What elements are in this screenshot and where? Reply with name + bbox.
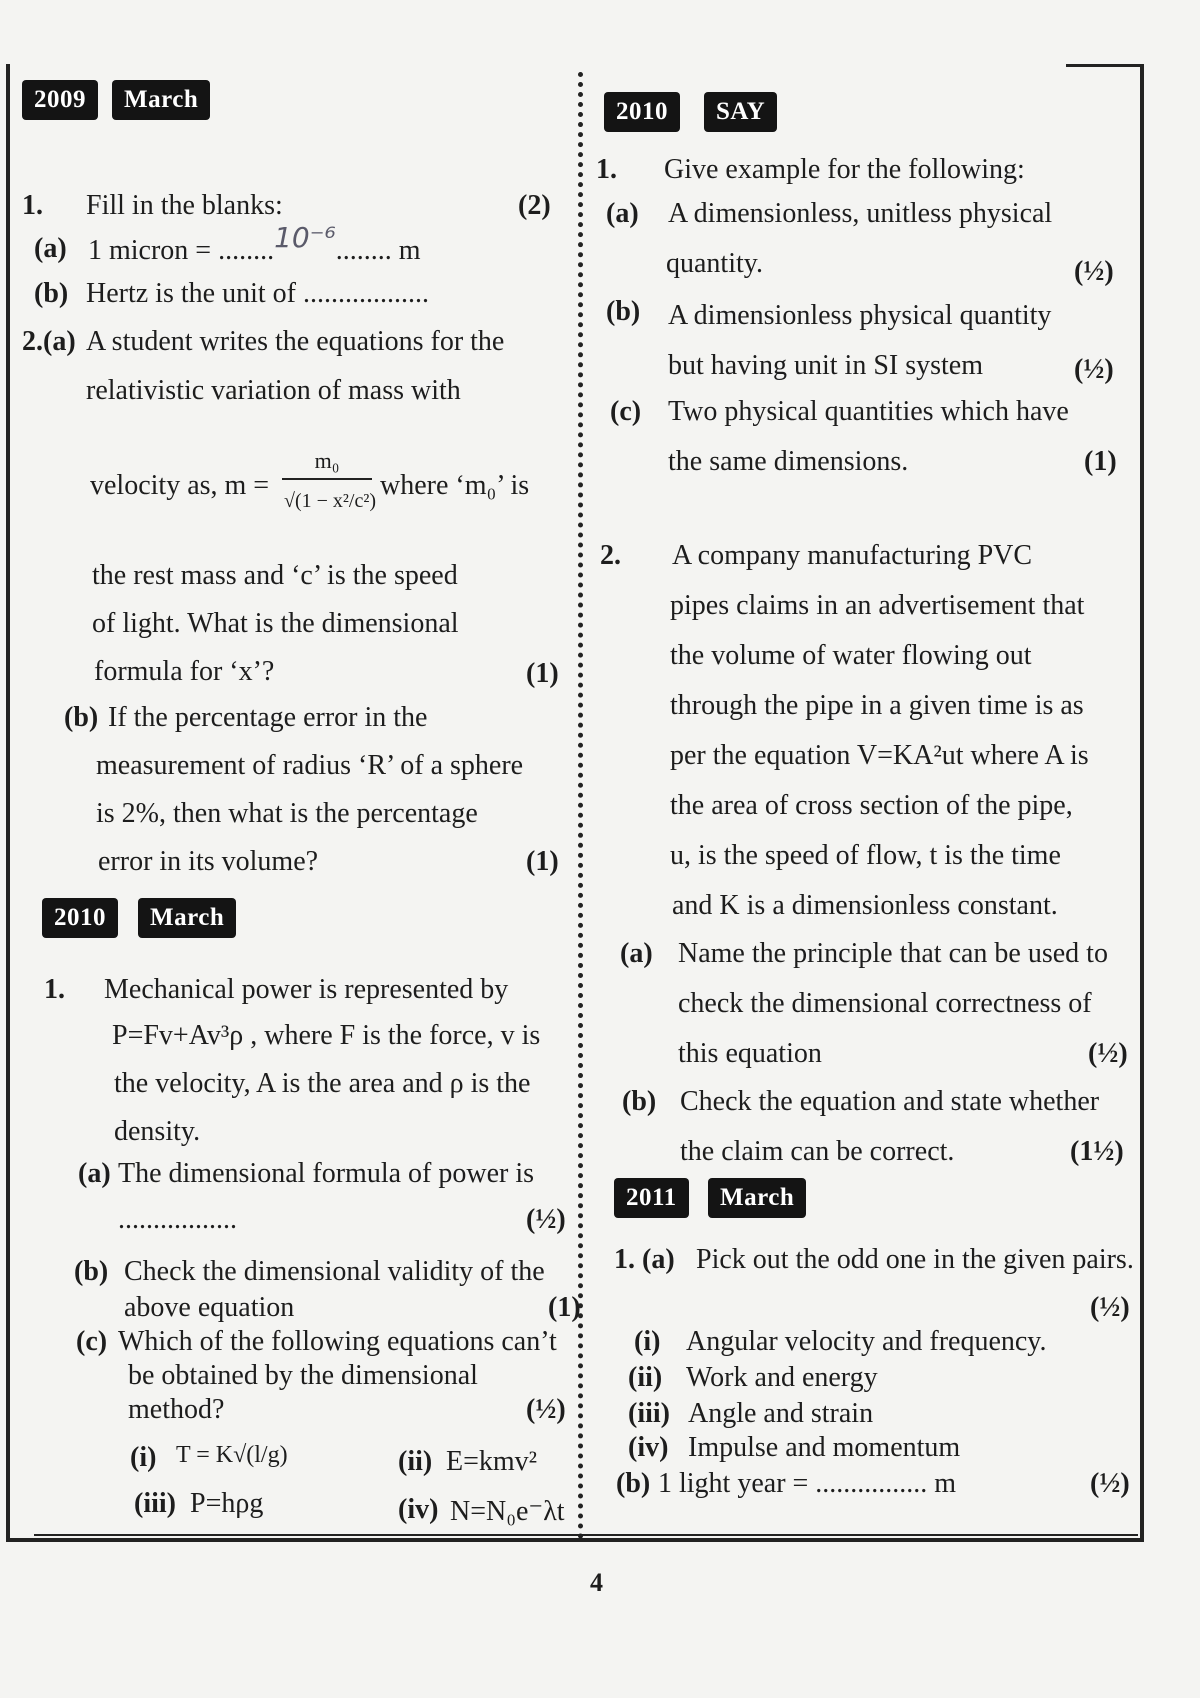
m1a-text: The dimensional formula of power is xyxy=(118,1158,535,1189)
q2b-line-1: If the percentage error in the xyxy=(108,702,428,733)
m1c-line-3: method? xyxy=(128,1394,225,1425)
s2-number: 2. xyxy=(600,540,621,571)
session-tag-march-2009: March xyxy=(112,80,210,120)
option-iii: P=hρg xyxy=(190,1488,264,1519)
option-iv-label: (iv) xyxy=(398,1494,439,1525)
s1c-label: (c) xyxy=(610,396,642,427)
m11b-mark: (½) xyxy=(1090,1468,1130,1499)
m1b-mark: (1) xyxy=(548,1292,581,1323)
s1a-line-2: quantity. xyxy=(666,248,763,279)
pair-iii: Angle and strain xyxy=(688,1398,874,1429)
s1-number: 1. xyxy=(596,154,617,185)
s1b-line-2: but having unit in SI system xyxy=(668,350,983,381)
s2-line-5: per the equation V=KA²ut where A is xyxy=(670,740,1089,771)
m1c-line-2: be obtained by the dimensional xyxy=(128,1360,478,1391)
option-i: T = K√(l/g) xyxy=(176,1442,288,1468)
pair-iv: Impulse and momentum xyxy=(688,1432,961,1463)
page-number: 4 xyxy=(590,1568,603,1597)
q2b-line-2: measurement of radius ‘R’ of a sphere xyxy=(96,750,524,781)
q2a-line-3b: where ‘m₀’ is xyxy=(380,470,530,501)
q2b-line-3: is 2%, then what is the percentage xyxy=(96,798,478,829)
m11a-text: Pick out the odd one in the given pairs. xyxy=(696,1244,1134,1275)
q2a-line-1: A student writes the equations for the xyxy=(86,326,505,357)
s2b-line-2: the claim can be correct. xyxy=(680,1136,955,1167)
q2a-mark: (1) xyxy=(526,658,559,689)
q1-mark: (2) xyxy=(518,190,551,221)
s1a-line-1: A dimensionless, unitless physical xyxy=(668,198,1053,229)
pair-ii: Work and energy xyxy=(686,1362,878,1393)
frame-inner-bottom xyxy=(34,1534,1138,1536)
option-iii-label: (iii) xyxy=(134,1488,176,1519)
m1a-dots: ................. xyxy=(118,1204,237,1235)
session-tag-march-2011: March xyxy=(708,1178,806,1218)
s1b-line-1: A dimensionless physical quantity xyxy=(668,300,1052,331)
session-tag-march-2010: March xyxy=(138,898,236,938)
equation-numerator: m₀ xyxy=(314,448,340,473)
s1a-label: (a) xyxy=(606,198,639,229)
s1a-mark: (½) xyxy=(1074,256,1114,287)
frame-top-right xyxy=(1066,64,1142,67)
m1c-line-1: Which of the following equations can’t xyxy=(118,1326,557,1357)
s2-line-8: and K is a dimensionless constant. xyxy=(672,890,1058,921)
m1b-label: (b) xyxy=(74,1256,109,1287)
year-tag-2011: 2011 xyxy=(614,1178,689,1218)
s2-line-4: through the pipe in a given time is as xyxy=(670,690,1084,721)
m11b-text: 1 light year = ................ m xyxy=(658,1468,957,1499)
option-iv: N=N₀e⁻λt xyxy=(450,1496,565,1527)
s2-line-2: pipes claims in an advertisement that xyxy=(670,590,1085,621)
s2b-label: (b) xyxy=(622,1086,657,1117)
s1-text: Give example for the following: xyxy=(664,154,1025,185)
q2b-mark: (1) xyxy=(526,846,559,877)
year-tag-2010-say: 2010 xyxy=(604,92,680,132)
s1c-line-1: Two physical quantities which have xyxy=(668,396,1069,427)
s2b-mark: (1½) xyxy=(1070,1136,1124,1167)
m11a-mark: (½) xyxy=(1090,1292,1130,1323)
year-tag-2010-march: 2010 xyxy=(42,898,118,938)
option-ii-label: (ii) xyxy=(398,1446,433,1477)
s2-line-7: u, is the speed of flow, t is the time xyxy=(670,840,1061,871)
option-ii: E=kmv² xyxy=(446,1446,538,1477)
m11b-label: (b) xyxy=(616,1468,651,1499)
s2-line-3: the volume of water flowing out xyxy=(670,640,1032,671)
s2a-line-3: this equation xyxy=(678,1038,822,1069)
q1b-text: Hertz is the unit of .................. xyxy=(86,278,429,309)
q2a-line-6: formula for ‘x’? xyxy=(94,656,275,687)
option-i-label: (i) xyxy=(130,1442,157,1473)
m1-number: 1. xyxy=(44,974,65,1005)
m11a-label: 1. (a) xyxy=(614,1244,675,1275)
q2b-line-4: error in its volume? xyxy=(98,846,319,877)
s2a-label: (a) xyxy=(620,938,653,969)
pair-iii-label: (iii) xyxy=(628,1398,670,1429)
pair-i-label: (i) xyxy=(634,1326,661,1357)
s1c-line-2: the same dimensions. xyxy=(668,446,909,477)
q1-text: Fill in the blanks: xyxy=(86,190,283,221)
m1b-line-2: above equation xyxy=(124,1292,295,1323)
handwritten-answer: 10⁻⁶ xyxy=(274,221,336,254)
m1a-label: (a) xyxy=(78,1158,111,1189)
pair-iv-label: (iv) xyxy=(628,1432,669,1463)
m1-line-1: Mechanical power is represented by xyxy=(104,974,509,1005)
s2b-line-1: Check the equation and state whether xyxy=(680,1086,1100,1117)
m1-line-2: P=Fv+Av³ρ , where F is the force, v is xyxy=(112,1020,541,1051)
m1-line-3: the velocity, A is the area and ρ is the xyxy=(114,1068,531,1099)
s2-line-6: the area of cross section of the pipe, xyxy=(670,790,1073,821)
q2a-line-3a: velocity as, m = xyxy=(90,470,270,501)
s1b-mark: (½) xyxy=(1074,354,1114,385)
m1a-mark: (½) xyxy=(526,1204,566,1235)
m1c-mark: (½) xyxy=(526,1394,566,1425)
q1b-label: (b) xyxy=(34,278,69,309)
s2a-line-1: Name the principle that can be used to xyxy=(678,938,1108,969)
equation-denominator: √(1 − x²/c²) xyxy=(284,490,377,512)
q2b-label: (b) xyxy=(64,702,99,733)
q2a-line-2: relativistic variation of mass with xyxy=(86,375,461,406)
q2a-label: 2.(a) xyxy=(22,326,76,357)
q1-number: 1. xyxy=(22,190,43,221)
s2a-mark: (½) xyxy=(1088,1038,1128,1069)
q2a-line-5: of light. What is the dimensional xyxy=(92,608,459,639)
m1-line-4: density. xyxy=(114,1116,201,1147)
pair-i: Angular velocity and frequency. xyxy=(686,1326,1047,1357)
s2-line-1: A company manufacturing PVC xyxy=(672,540,1033,571)
fraction-bar xyxy=(282,478,372,480)
q1a-text: 1 micron = ........10⁻⁶........ m xyxy=(88,221,421,266)
s1b-label: (b) xyxy=(606,296,641,327)
s1c-mark: (1) xyxy=(1084,446,1117,477)
session-tag-say: SAY xyxy=(704,92,777,132)
q2a-line-4: the rest mass and ‘c’ is the speed xyxy=(92,560,458,591)
m1b-line-1: Check the dimensional validity of the xyxy=(124,1256,545,1287)
s2a-line-2: check the dimensional correctness of xyxy=(678,988,1092,1019)
m1c-label: (c) xyxy=(76,1326,108,1357)
year-tag-2009: 2009 xyxy=(22,80,98,120)
q1a-label: (a) xyxy=(34,233,67,264)
pair-ii-label: (ii) xyxy=(628,1362,663,1393)
